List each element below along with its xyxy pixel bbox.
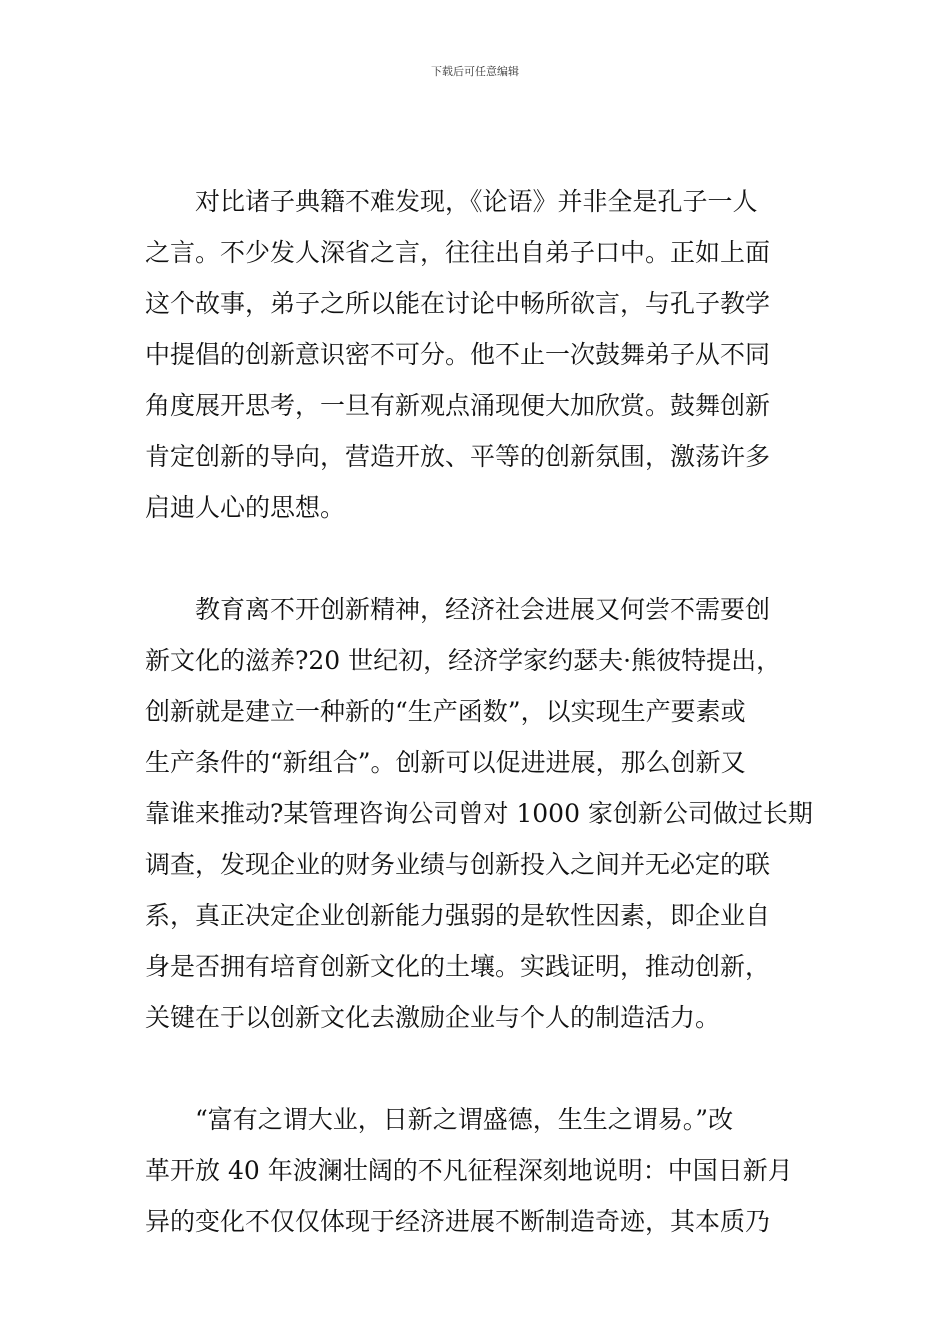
paragraph-line: 生产条件的“新组合”。创新可以促进进展，那么创新又 <box>145 748 746 777</box>
paragraph-line: 新文化的滋养?20 世纪初，经济学家约瑟夫·熊彼特提出， <box>145 646 782 675</box>
paragraph-line: 革开放 40 年波澜壮阔的不凡征程深刻地说明：中国日新月 <box>145 1156 793 1185</box>
paragraph-line: 异的变化不仅仅体现于经济进展不断制造奇迹，其本质乃 <box>145 1207 771 1236</box>
paragraph-line: 中提倡的创新意识密不可分。他不止一次鼓舞弟子从不同 <box>145 340 771 369</box>
paragraph-3 <box>145 1094 810 1247</box>
paragraph-line: 之言。不少发人深省之言，往往出自弟子口中。正如上面 <box>145 238 771 267</box>
paragraph-line: 关键在于以创新文化去激励企业与个人的制造活力。 <box>145 1003 721 1032</box>
paragraph-line: 启迪人心的思想。 <box>145 493 346 522</box>
paragraph-line: 对比诸子典籍不难发现，《论语》并非全是孔子一人 <box>145 187 758 216</box>
paragraph-1 <box>145 176 810 533</box>
paragraph-line: 创新就是建立一种新的“生产函数”，以实现生产要素或 <box>145 697 746 726</box>
document-body <box>145 176 813 1247</box>
paragraph-line: 肯定创新的导向，营造开放、平等的创新氛围，激荡许多 <box>145 442 771 471</box>
paragraph-line: 身是否拥有培育创新文化的土壤。实践证明，推动创新， <box>145 952 771 981</box>
paragraph-2 <box>145 584 813 1043</box>
paragraph-line: 调查，发现企业的财务业绩与创新投入之间并无必定的联 <box>145 850 771 879</box>
paragraph-line: 这个故事，弟子之所以能在讨论中畅所欲言，与孔子教学 <box>145 289 771 318</box>
paragraph-line: 教育离不开创新精神，经济社会进展又何尝不需要创 <box>145 595 771 624</box>
paragraph-line: 系，真正决定企业创新能力强弱的是软性因素，即企业自 <box>145 901 771 930</box>
paragraph-line: “富有之谓大业，日新之谓盛德，生生之谓易。”改 <box>145 1105 734 1134</box>
page-header-note: 下载后可任意编辑 <box>431 65 519 78</box>
paragraph-line: 角度展开思考，一旦有新观点涌现便大加欣赏。鼓舞创新 <box>145 391 771 420</box>
paragraph-line: 靠谁来推动?某管理咨询公司曾对 1000 家创新公司做过长期 <box>145 799 813 828</box>
